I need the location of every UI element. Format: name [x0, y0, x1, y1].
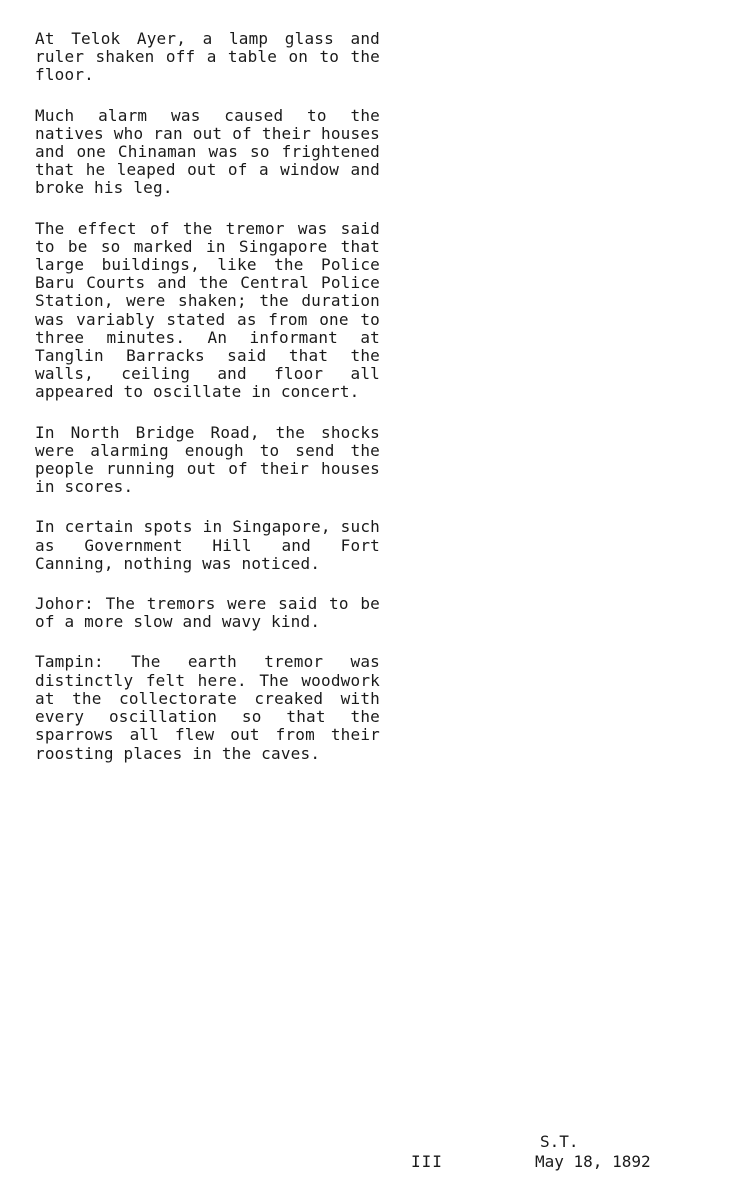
source-abbreviation: S.T. [540, 1132, 579, 1151]
paragraph-telok-ayer: At Telok Ayer, a lamp glass and ruler shaken off a table on to the floor. [35, 29, 380, 85]
paragraph-johor: Johor: The tremors were said to be of a more slow and wavy kind. [35, 594, 380, 632]
paragraph-natives-alarm: Much alarm was caused to the natives who ran out of their houses and one Chinaman was so frightened that he leaped out of a window and broke his leg. [35, 105, 380, 198]
paragraph-north-bridge-road: In North Bridge Road, the shocks were alarming enough to send the people running out of their houses in scores. [35, 422, 380, 497]
source-date: May 18, 1892 [535, 1152, 651, 1171]
paragraph-tampin: Tampin: The earth tremor was distinctly felt here. The woodwork at the collectorate creaked with every oscillation so that the sparrows all flew out from their roosting places in the caves. [35, 652, 380, 763]
paragraph-tremor-effect: The effect of the tremor was said to be so marked in Singapore that large buildings, like the Police Baru Courts and the Central Police Station, were shaken; the duration was variably stated as from one to three minutes. An informant at Tanglin Barracks said that the walls, ceiling and floor all appeared to oscillate in concert. [35, 218, 380, 402]
paragraph-certain-spots: In certain spots in Singapore, such as Government Hill and Fort Canning, nothing was noticed. [35, 517, 380, 573]
source-citation [535, 1132, 651, 1172]
article-column [35, 30, 380, 785]
page-number: III [411, 1152, 443, 1171]
